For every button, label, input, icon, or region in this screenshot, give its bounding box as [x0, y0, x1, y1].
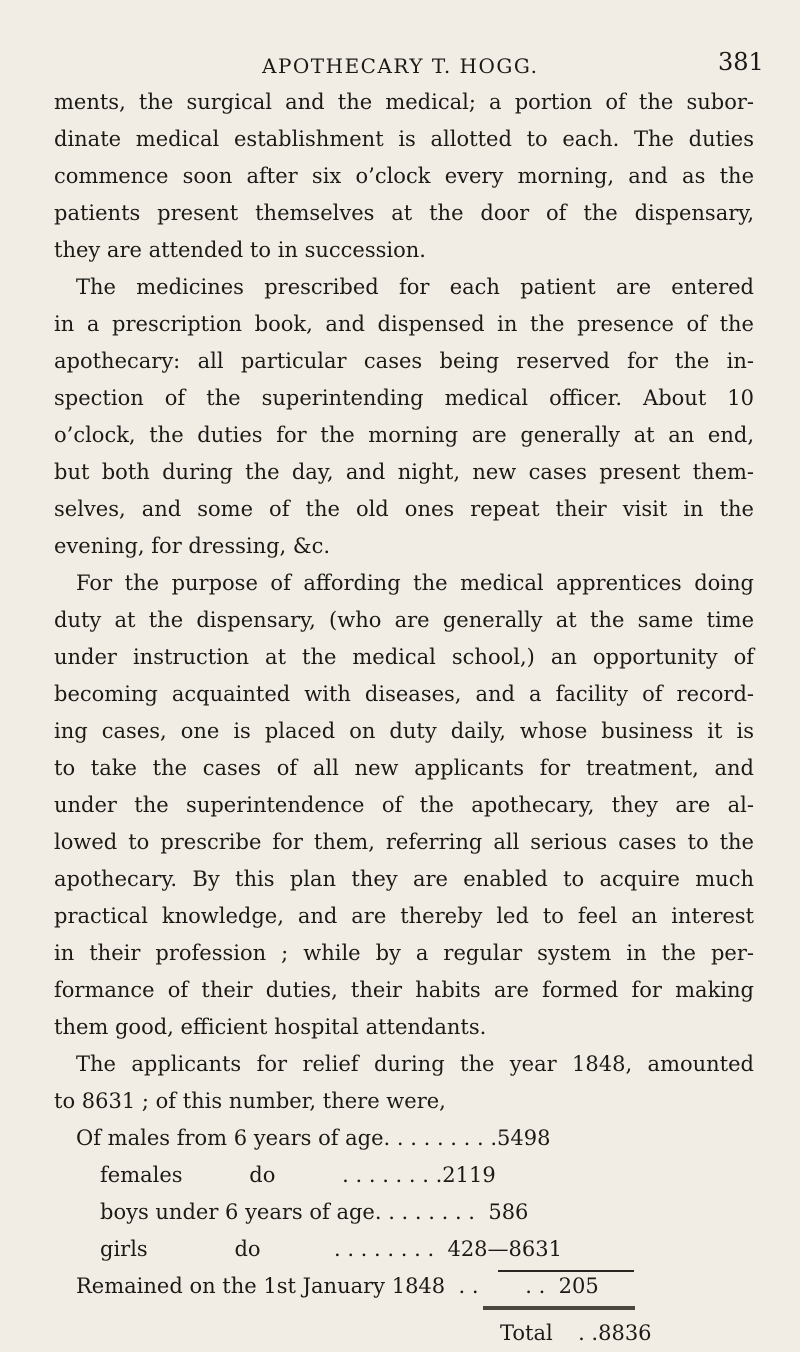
text-line: to 8631 ; of this number, there were,: [54, 1089, 446, 1113]
stats-row: females do . . . . . . . .2119: [100, 1163, 496, 1187]
total-label: Total: [500, 1321, 553, 1345]
text-line: The applicants for relief during the year 1848, amounted: [76, 1052, 754, 1076]
text-line: becoming acquainted with diseases, and a facility of record-: [54, 682, 754, 706]
text-line: ments, the surgical and the medical; a portion of the subor-: [54, 90, 754, 114]
text-line: apothecary: all particular cases being reserved for the in-: [54, 349, 754, 373]
text-line: The medicines prescribed for each patient are entered: [76, 275, 754, 299]
text-line: o’clock, the duties for the morning are generally at an end,: [54, 423, 754, 447]
stats-row: girls do . . . . . . . . 428—8631: [100, 1237, 562, 1261]
text-line: them good, efficient hospital attendants.: [54, 1015, 487, 1039]
text-line: commence soon after six o’clock every morning, and as the: [54, 164, 754, 188]
text-line: formance of their duties, their habits are formed for making: [54, 978, 754, 1002]
body-text: [54, 84, 754, 1352]
text-line: lowed to prescribe for them, referring all serious cases to the: [54, 830, 754, 854]
text-line: selves, and some of the old ones repeat their visit in the: [54, 497, 754, 521]
text-line: practical knowledge, and are thereby led to feel an interest: [54, 904, 754, 928]
text-line: they are attended to in succession.: [54, 238, 426, 262]
bottom-rule: [483, 1306, 635, 1310]
text-line: For the purpose of affording the medical apprentices doing: [76, 571, 754, 595]
text-line: but both during the day, and night, new cases present them-: [54, 460, 754, 484]
stats-row: Remained on the 1st January 1848 . . . . 205: [76, 1274, 599, 1298]
total-row: [54, 1315, 754, 1352]
total-value: . .8836: [578, 1321, 652, 1345]
text-line: evening, for dressing, &c.: [54, 534, 331, 558]
page-number: 381: [718, 48, 764, 76]
stats-row: Of males from 6 years of age. . . . . . . . .5498: [76, 1126, 551, 1150]
running-head: APOTHECARY T. HOGG.: [262, 54, 539, 78]
text-line: spection of the superintending medical officer. About 10: [54, 386, 754, 410]
sum-rule: [498, 1270, 634, 1272]
text-line: to take the cases of all new applicants for treatment, and: [54, 756, 754, 780]
text-line: patients present themselves at the door of the dispensary,: [54, 201, 754, 225]
text-line: duty at the dispensary, (who are generally at the same time: [54, 608, 754, 632]
text-line: in a prescription book, and dispensed in the presence of the: [54, 312, 754, 336]
text-line: under the superintendence of the apothecary, they are al-: [54, 793, 754, 817]
text-line: under instruction at the medical school,) an opportunity of: [54, 645, 754, 669]
text-line: in their profession ; while by a regular system in the per-: [54, 941, 754, 965]
text-line: apothecary. By this plan they are enabled to acquire much: [54, 867, 754, 891]
text-line: dinate medical establishment is allotted to each. The duties: [54, 127, 754, 151]
stats-row: boys under 6 years of age. . . . . . . . 586: [100, 1200, 529, 1224]
text-line: ing cases, one is placed on duty daily, whose business it is: [54, 719, 754, 743]
